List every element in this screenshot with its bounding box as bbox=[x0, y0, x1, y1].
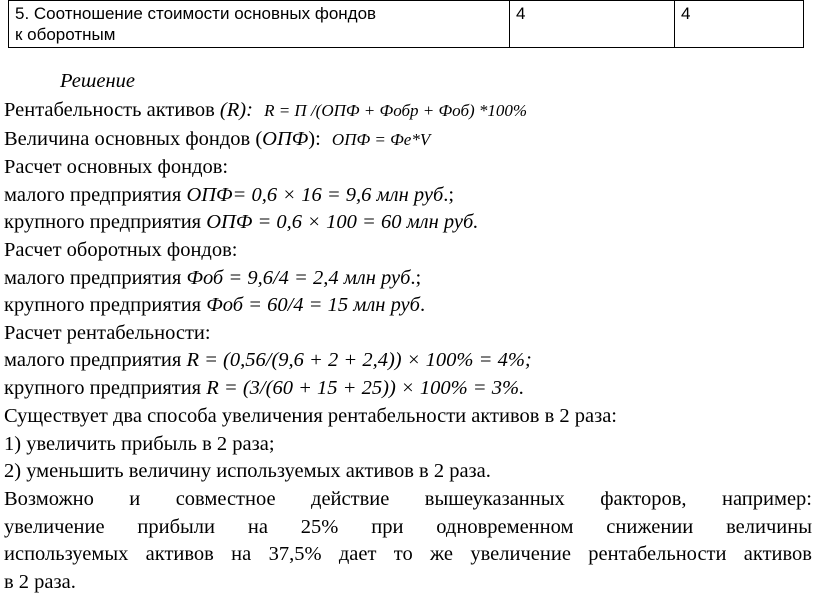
small-working-expr: Фоб = 9,6/4 = 2,4 млн руб bbox=[186, 267, 411, 289]
line-way-1: 1) увеличить прибыль в 2 раза; bbox=[4, 433, 275, 455]
large-working-expr: Фоб = 60/4 = 15 млн руб bbox=[206, 294, 420, 316]
line-calc-profitability: Расчет рентабельности: bbox=[4, 322, 211, 344]
fixed-assets-close: ): bbox=[308, 128, 321, 150]
small-fixed-end: .; bbox=[443, 184, 455, 206]
criterion-cell bbox=[9, 1, 510, 48]
fixed-assets-formula: ОПФ = Фе*V bbox=[331, 130, 431, 149]
large-roa-expr: R = (3/(60 + 15 + 25)) × 100% = 3%. bbox=[206, 377, 525, 399]
small-working-label: малого предприятия bbox=[4, 267, 187, 289]
line-small-roa bbox=[4, 347, 532, 373]
line-small-working bbox=[4, 265, 421, 291]
line-small-fixed bbox=[4, 182, 454, 208]
line-roa bbox=[4, 97, 527, 124]
line-combined-3: используемых активов на 37,5% дает то же увеличение рентабельности активов bbox=[4, 543, 812, 565]
criterion-line-1: 5. Соотношение стоимости основных фондов bbox=[15, 4, 377, 23]
large-working-label: крупного предприятия bbox=[4, 294, 207, 316]
large-fixed-expr: ОПФ = 0,6 × 100 = 60 млн руб. bbox=[206, 211, 479, 233]
line-large-fixed bbox=[4, 209, 478, 235]
small-fixed-expr: ОПФ= 0,6 × 16 = 9,6 млн руб bbox=[186, 184, 444, 206]
small-roa-label: малого предприятия bbox=[4, 349, 187, 371]
line-combined-1: Возможно и совместное действие вышеуказанных факторов, например: bbox=[4, 488, 812, 510]
fixed-assets-label: Величина основных фондов ( bbox=[4, 128, 263, 150]
criteria-table bbox=[8, 0, 804, 48]
line-way-2: 2) уменьшить величину используемых активов в 2 раза. bbox=[4, 460, 491, 482]
fixed-assets-symbol: ОПФ bbox=[262, 128, 309, 150]
small-working-end: .; bbox=[410, 267, 422, 289]
roa-symbol: (R): bbox=[219, 99, 253, 121]
line-two-ways: Существует два способа увеличения рентабельности активов в 2 раза: bbox=[4, 405, 617, 427]
line-large-roa bbox=[4, 375, 524, 401]
roa-formula: R = П /(ОПФ + Фобр + Фоб) *100% bbox=[264, 101, 528, 120]
large-working-end: . bbox=[419, 294, 426, 316]
roa-label: Рентабельность активов bbox=[4, 99, 215, 121]
line-calc-fixed: Расчет основных фондов: bbox=[4, 156, 229, 178]
table-row bbox=[9, 1, 804, 48]
line-large-working bbox=[4, 292, 425, 318]
large-roa-label: крупного предприятия bbox=[4, 377, 207, 399]
large-fixed-label: крупного предприятия bbox=[4, 211, 207, 233]
line-combined-2: увеличение прибыли на 25% при одновременном снижении величины bbox=[4, 516, 812, 538]
solution-heading: Решение bbox=[60, 70, 135, 92]
line-fixed-assets bbox=[4, 126, 430, 153]
value-cell-small: 4 bbox=[510, 1, 675, 48]
criterion-line-2: к оборотным bbox=[15, 25, 116, 44]
line-calc-working: Расчет оборотных фондов: bbox=[4, 239, 238, 261]
line-combined-4: в 2 раза. bbox=[4, 571, 76, 593]
small-fixed-label: малого предприятия bbox=[4, 184, 187, 206]
value-cell-large: 4 bbox=[675, 1, 804, 48]
small-roa-expr: R = (0,56/(9,6 + 2 + 2,4)) × 100% = 4%; bbox=[186, 349, 532, 371]
